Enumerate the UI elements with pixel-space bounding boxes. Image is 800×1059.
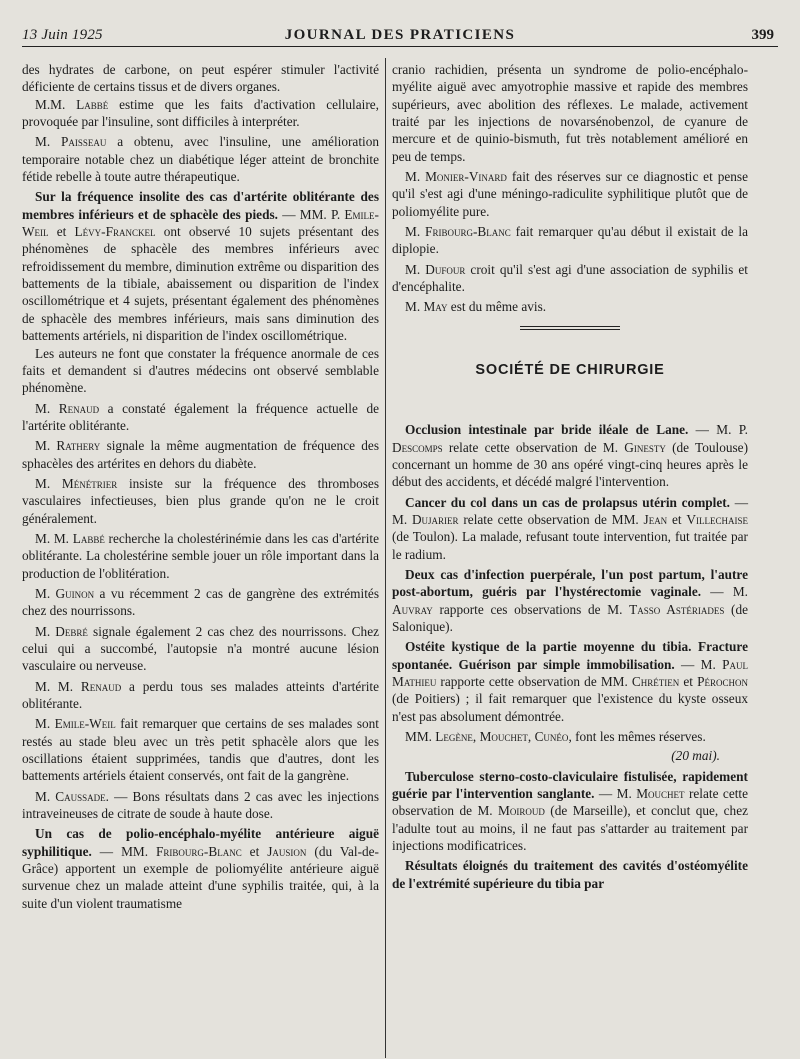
article-entry [392,638,748,725]
paragraph-text: (de Toulon). La malade, refusant toute intervention, fut traitée par le radium. [392,529,748,562]
author-name: P. Descomps [392,422,748,455]
paragraph [22,400,379,435]
author-name: M. Renaud [35,400,100,416]
text-fragment: et [679,673,698,689]
paragraph [22,475,379,527]
text-fragment: — M. [674,656,723,672]
paragraph-text: fait des réserves sur ce diagnostic et pense qu'il s'est agi d'une méningo-radiculite syphilitique plutôt que de poliomyélite pure. [392,169,748,219]
article-title: Résultats éloignés du traitement des cavités d'ostéomyélite de l'extrémité supérieure du tibia par [392,858,748,891]
paragraph-text: insiste sur la fréquence des thromboses vasculaires infectieuses, bien plus grande qu'on ne le croit généralement. [22,475,379,526]
paragraph [22,788,379,823]
paragraph-text: fait remarquer que certains de ses malades sont restés au stade bleu avec un très petit sphacèle alors que les oscillations étaient supprimées, tandis que d'autres, dont les battements artériels étaient conservés, ont fait de la gangrène. [22,716,379,784]
author-name: Legène [435,729,473,744]
article-entry [22,825,379,912]
paragraph-text: recherche la cholestérinémie dans les cas d'artérite oblitérante. La cholestérine semble jouer un rôle important dans la production de l'oblitération. [22,530,379,581]
issue-date: 13 Juin 1925 [22,27,103,43]
author-name: M.M. Labbé [35,96,109,112]
paragraph-text: signale la même augmentation de fréquence des sphacèles des artérites en dehors du diabète. [22,438,380,471]
author-name: M. Rathery [35,438,101,454]
paragraph-text: (de Toulouse) concernant un homme de 30 ans opéré vingt-cinq heures après le début des accidents, et décédé malgré l'intervention. [392,439,749,490]
paragraph [22,715,379,784]
article-title: Sur la fréquence insolite des cas d'artérite oblitérante des membres inférieurs et de sphacèle des pieds. [22,189,379,222]
paragraph [22,678,379,713]
author-name: Ginesty [624,439,666,455]
article-entry [392,494,748,563]
paragraph: Les auteurs ne font que constater la fréquence anormale de ces faits et demandent si d'autres médecins ont observé semblable phénomène. [22,345,379,396]
text-fragment: et [48,224,75,240]
author-name: Mouchet [636,786,685,802]
page-number: 399 [751,27,774,43]
paragraph-text: a vu récemment 2 cas de gangrène des extrémités chez des nourrissons. [22,585,379,619]
author-name: Paul Mathieu [392,656,748,689]
paragraph-text: estime que les faits d'activation cellulaire, provoquée par l'insuline, sont difficiles à interpréter. [22,96,380,130]
text-fragment: — M. [688,422,739,438]
author-name: Cunéo [534,729,569,744]
author-name: Auvray [392,601,433,617]
paragraph-text: — Bons résultats dans 2 cas avec les injections intraveineuses de citrate de soude à haute dose. [22,788,379,822]
article-entry [392,768,748,855]
paragraph [22,96,379,131]
right-column [392,61,748,892]
paragraph [22,437,379,472]
left-column [22,61,379,912]
text-fragment: , [472,729,480,744]
paragraph-text: ont observé 10 sujets présentant des phénomènes de sphacèle des membres inférieurs avec refroidissement du membre, diminution extrême ou disparition des battements de la tibiale, abaissement ou disparition de l'index oscillométrique et 4 sujets, présentant également des phénomènes de sphacèle des membres inférieurs, mais sans diminution des battements artériels, ni disparition de l'index oscillométrique. [22,224,379,344]
author-name: Mouchet [479,729,528,744]
text-fragment: — M. [594,786,637,802]
page-header [22,26,778,47]
text-fragment: et [241,843,268,859]
paragraph [392,261,748,296]
text-fragment: — M. [701,584,748,600]
text-fragment: relate cette observation de M. [442,439,625,455]
article-title: Un cas de polio-encéphalo-myélite antérieure aiguë syphilitique. [22,826,379,859]
author-name: M. Debré [35,623,88,639]
article-title: Deux cas d'infection puerpérale, l'un post partum, l'autre post-abortum, guéris par l'hystérectomie vaginale. [392,566,748,600]
paragraph-text: croit qu'il s'est agi d'une association de syphilis et d'encéphalite. [392,261,748,295]
author-name: M. Ménétrier [35,475,118,491]
paragraph [22,133,379,185]
author-name: M. Paisseau [35,134,107,150]
paragraph-text: (de Salonique). [392,601,748,634]
session-date: (20 mai). [671,748,720,764]
author-name: M. Emile-Weil [35,716,116,732]
paragraph-text: signale également 2 cas chez des nourrissons. Chez celui qui a succombé, l'autopsie n'a montré aucune lésion vasculaire ou nerveuse. [22,623,380,674]
text-fragment: — MM. [277,206,331,222]
paragraph [22,530,379,582]
text-fragment: — M. [392,494,748,527]
paragraph [392,728,748,745]
article-entry [392,857,748,892]
paragraph: cranio rachidien, présenta un syndrome de polio-encéphalo-myélite aiguë avec amyotrophie massive et rapide des membres supérieurs, avec abolition des réflexes. Le malade, activement traité par les injections de novarsénobenzol, de cyanure de mercure et de quinio-bismuth, fut très notablement amélioré en peu de temps. [392,62,748,164]
author-name: Moiroud [498,803,545,819]
author-name: Dujarier [411,511,459,527]
author-name: Chrétien [631,673,680,689]
journal-title: JOURNAL DES PRATICIENS [284,27,516,43]
author-name: Pérochon [697,673,748,689]
paragraph [22,623,379,675]
text-fragment: et [667,511,687,527]
author-name: M. M. Labbé [35,530,105,546]
paragraph [392,223,748,258]
text-fragment: MM. [405,729,436,744]
paragraph-text: (du Val-de-Grâce) apportent un exemple de poliomyélite antérieure aiguë survenue chez un malade atteint d'une syphilis traitée, qui, à la suite d'un violent traumatisme [22,843,379,911]
author-name: M. Monier-Vinard [405,169,507,185]
paragraph [392,298,748,315]
article-title: Ostéite kystique de la partie moyenne du tibia. Fracture spontanée. Guérison par simple immobilisation. [392,639,748,672]
section-divider [520,326,620,330]
text-fragment: rapporte cette observation de MM. [436,673,632,689]
paragraph [392,168,748,220]
article-title: Tuberculose sterno-costo-claviculaire fistulisée, rapidement guérie par l'intervention sanglante. [392,768,748,802]
text-fragment: relate cette observation de MM. [458,511,644,527]
author-name: Tasso Astériades [629,601,725,617]
paragraph-text: a constaté également la fréquence actuelle de l'artérite oblitérante. [22,400,379,433]
author-name: Jausion [267,843,307,859]
article-entry [392,421,748,490]
author-name: Fribourg-Blanc [156,843,242,859]
paragraph-text: a obtenu, avec l'insuline, une amélioration temporaire notable chez un diabétique léger atteint de bronchite fétide rebelle à toute autre thérapeutique. [22,134,379,185]
paragraph-text: (de Poitiers) ; il fait remarquer que l'existence du kyste osseux n'est pas absolument démontrée. [392,691,748,724]
author-name: M. Caussade. [35,788,109,804]
author-name: Villechaise [686,511,748,527]
text-fragment: , [527,729,535,744]
author-name: M. May [405,299,448,315]
section-heading: SOCIÉTÉ DE CHIRURGIE [475,361,665,378]
author-name: M. Fribourg-Blanc [405,224,511,240]
author-name: M. M. Renaud [35,678,122,694]
paragraph-text: fait remarquer qu'au début il existait de la diplopie. [392,224,748,257]
author-name: P. Emile-Weil [22,206,379,240]
paragraph [22,585,379,620]
text-fragment: relate cette observation de M. [392,786,749,819]
paragraph-text: a perdu tous ses malades atteints d'artérite oblitérante. [22,678,379,712]
article-title: Cancer du col dans un cas de prolapsus utérin complet. [405,494,731,510]
text-fragment: — MM. [91,843,157,859]
author-name: Lévy-Franckel [74,224,156,240]
paragraph-text: est du même avis. [447,299,547,315]
paragraph: des hydrates de carbone, on peut espérer stimuler l'activité déficiente de certains tissus et de divers organes. [22,62,379,95]
author-name: Jean [643,511,668,527]
column-divider [385,58,386,1058]
paragraph-text: (de Marseille), et conclut que, chez l'adulte tout au moins, il ne faut pas s'attarder au traitement par injections modificatrices. [392,803,748,854]
article-entry [22,188,379,344]
author-name: M. Guinon [35,585,95,601]
paragraph-text: , font les mêmes réserves. [568,729,706,744]
article-title: Occlusion intestinale par bride iléale de Lane. [405,422,689,438]
author-name: M. Dufour [405,261,466,277]
article-entry [392,566,748,635]
text-fragment: rapporte ces observations de M. [432,601,630,617]
